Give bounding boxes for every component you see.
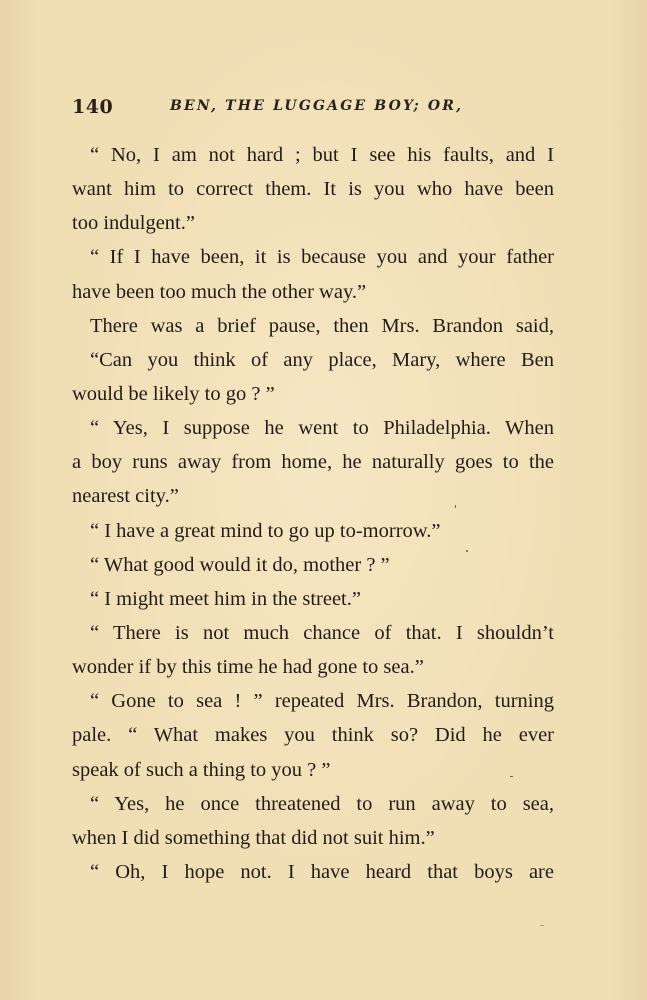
paper-speck: [466, 550, 468, 552]
text-line: a boy runs away from home, he naturally goes to the: [72, 451, 554, 474]
text-line: too indulgent.”: [72, 212, 195, 235]
page-number: 140: [72, 96, 114, 118]
text-line: “ Yes, I suppose he went to Philadelphia. When: [90, 417, 554, 440]
text-line: “Can you think of any place, Mary, where Ben: [90, 348, 554, 371]
page-header: [72, 96, 572, 120]
text-line: would be likely to go ? ”: [72, 382, 275, 405]
text-line: “ If I have been, it is because you and your father: [90, 246, 554, 269]
text-line: wonder if by this time he had gone to sea.”: [72, 656, 424, 679]
paper-speck: [455, 505, 456, 508]
text-line: “ What good would it do, mother ? ”: [90, 553, 390, 576]
text-line: when I did something that did not suit him.”: [72, 826, 435, 849]
text-line: “ I have a great mind to go up to-morrow.”: [90, 519, 441, 542]
text-line: “ Gone to sea ! ” repeated Mrs. Brandon, turning: [90, 690, 554, 713]
text-line: There was a brief pause, then Mrs. Brandon said,: [90, 314, 554, 337]
paper-speck: [510, 776, 513, 777]
text-line: “ I might meet him in the street.”: [90, 587, 361, 610]
text-line: nearest city.”: [72, 485, 179, 508]
text-line: want him to correct them. It is you who have been: [72, 178, 554, 201]
text-line: pale. “ What makes you think so? Did he ever: [72, 724, 554, 747]
text-line: “ There is not much chance of that. I shouldn’t: [90, 621, 554, 644]
text-line: speak of such a thing to you ? ”: [72, 758, 331, 781]
paper-speck: [540, 925, 544, 926]
text-line: “ Yes, he once threatened to run away to sea,: [90, 792, 554, 815]
text-line: “ No, I am not hard ; but I see his faults, and I: [90, 144, 554, 166]
text-line: “ Oh, I hope not. I have heard that boys are: [90, 860, 554, 883]
body-text: [72, 138, 554, 889]
running-head: BEN, THE LUGGAGE BOY; OR,: [170, 98, 464, 114]
text-line: have been too much the other way.”: [72, 280, 367, 303]
